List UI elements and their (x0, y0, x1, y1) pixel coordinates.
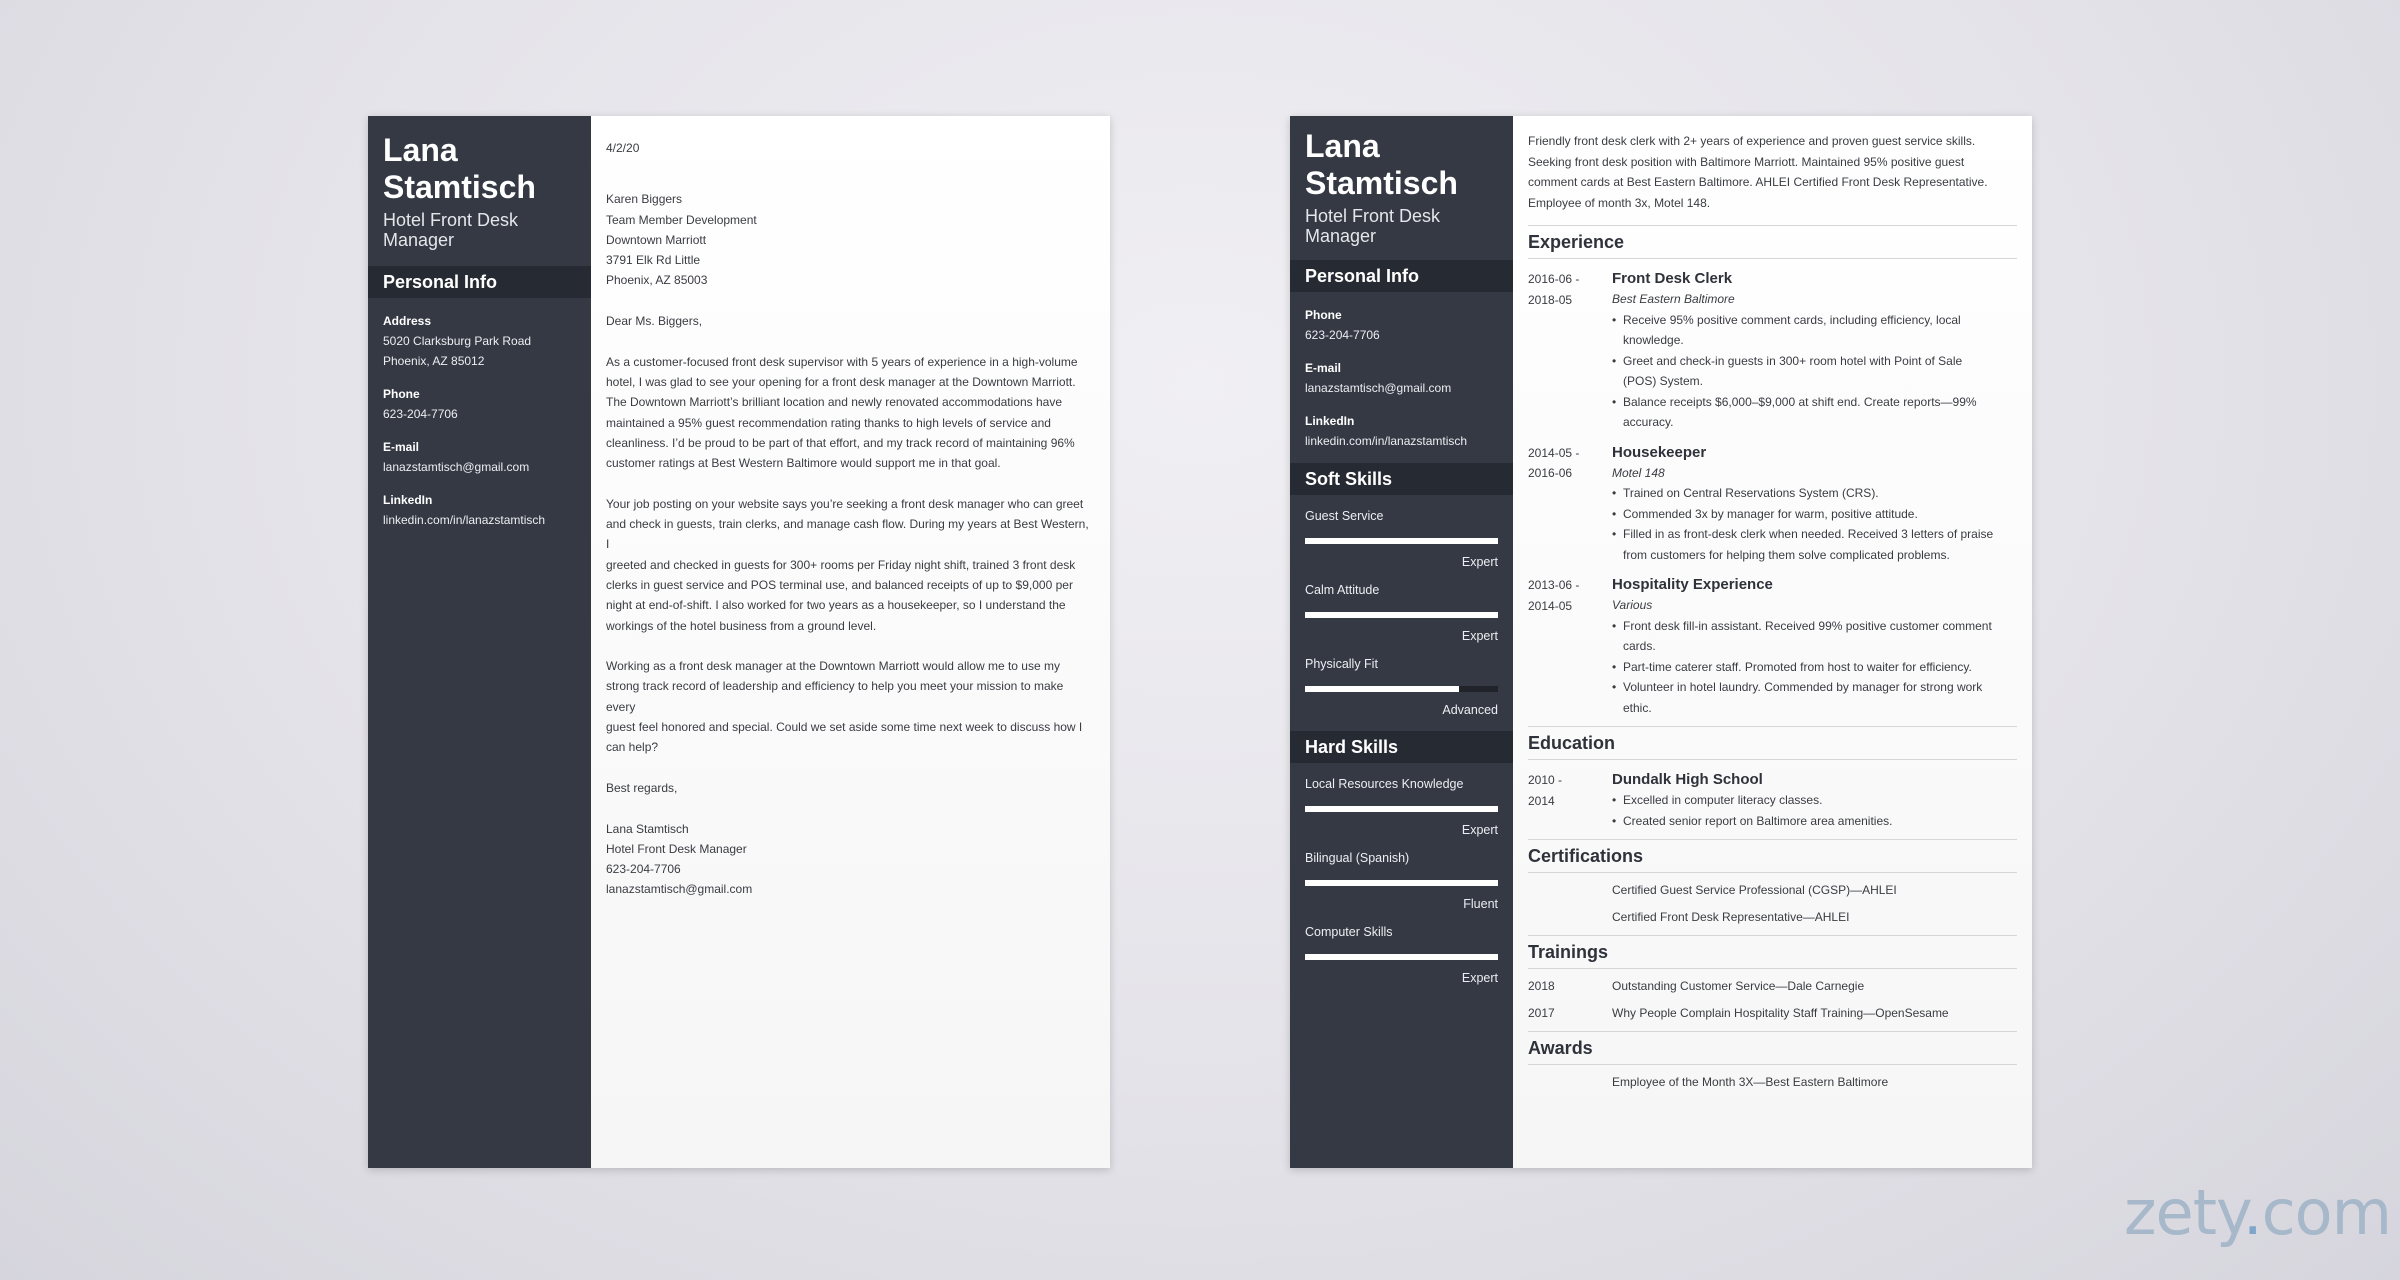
skill-level: Expert (1461, 971, 1498, 985)
phone-value: 623-204-7706 (383, 407, 458, 421)
recipient-line: Phoenix, AZ 85003 (606, 273, 708, 288)
recipient-line: Karen Biggers (606, 192, 683, 207)
linkedin-value: linkedin.com/in/lanazstamtisch (383, 513, 546, 527)
email-label: E-mail (383, 440, 420, 454)
linkedin-label: LinkedIn (383, 493, 433, 507)
bullet-line: • Excelled in computer literacy classes. (1623, 793, 1823, 807)
text-line: hotel, I was glad to see your opening for a front desk manager at the Downtown Marriott. (606, 374, 1076, 389)
paragraph-3 (606, 656, 1095, 757)
skill-item (1290, 763, 1513, 837)
name-line-1: Lana (383, 132, 458, 168)
skill-level: Fluent (1463, 897, 1498, 911)
text-line: guest feel honored and special. Could we set aside some time next week to discuss how I (606, 720, 1083, 735)
text-line: cleanliness. I’d be proud to be part of that effort, and my track record of maintaining 96% (606, 435, 1075, 450)
row-spacer (1528, 1072, 1612, 1093)
employer: Best Eastern Baltimore (1612, 292, 1735, 306)
awards-heading: Awards (1528, 1031, 2017, 1065)
applicant-name (368, 116, 591, 206)
experience-entry (1528, 443, 2017, 566)
bullet-item (1612, 677, 2017, 718)
date-end: 2014 (1528, 793, 1555, 808)
skill-bar-fill (1305, 686, 1459, 692)
row-spacer (1528, 880, 1612, 901)
summary-line: Employee of month 3x, Motel 148. (1528, 195, 1711, 210)
skill-bar (1305, 686, 1498, 692)
entry-dates (1528, 269, 1612, 433)
training-item (1528, 1003, 2017, 1024)
phone-label: Phone (1305, 308, 1342, 322)
entry-dates (1528, 770, 1612, 831)
skill-bar-fill (1305, 954, 1498, 960)
skill-item (1290, 495, 1513, 569)
job-title: Front Desk Clerk (1612, 270, 1733, 287)
email-label: E-mail (1305, 361, 1342, 375)
job-title: Housekeeper (1612, 443, 1707, 461)
email-value: lanazstamtisch@gmail.com (383, 460, 530, 474)
date-start: 2013-06 - (1528, 578, 1580, 592)
address-label: Address (383, 314, 432, 328)
bullet-item (1612, 790, 2017, 811)
bullet-item (1612, 811, 2017, 832)
bullet-line: • Commended 3x by manager for warm, positive attitude. (1623, 506, 1918, 521)
skill-level: Advanced (1442, 703, 1498, 717)
entry-body (1612, 269, 2017, 433)
training-item (1528, 976, 2017, 997)
bullet-line: knowledge. (1623, 333, 1684, 347)
bullet-list (1612, 310, 2017, 433)
bullet-line: • Greet and check-in guests in 300+ room hotel with Point of Sale (1623, 353, 1963, 368)
role-line-1: Hotel Front Desk (383, 210, 519, 230)
date-end: 2018-05 (1528, 292, 1573, 307)
certification-item (1528, 880, 2017, 901)
phone-value: 623-204-7706 (1305, 328, 1380, 342)
skill-bar-fill (1305, 880, 1498, 886)
applicant-role (1290, 202, 1513, 246)
experience-entry (1528, 269, 2017, 433)
cover-letter-sidebar (368, 116, 591, 1168)
linkedin-label: LinkedIn (1305, 414, 1355, 428)
bullet-list (1612, 483, 2017, 565)
bullet-item (1612, 504, 2017, 525)
name-line-2: Stamtisch (383, 169, 536, 205)
education-entry (1528, 770, 2017, 831)
recipient-line: Team Member Development (606, 212, 757, 227)
text-line: can help? (606, 740, 659, 755)
bullet-line: • Volunteer in hotel laundry. Commended by manager for strong work (1623, 680, 1983, 694)
bullet-line: from customers for helping them solve complicated problems. (1623, 547, 1950, 562)
signature-line: Hotel Front Desk Manager (606, 841, 747, 856)
applicant-role (368, 206, 591, 250)
date-start: 2010 - (1528, 773, 1563, 787)
training-text: Why People Complain Hospitality Staff Training—OpenSesame (1612, 1005, 1949, 1020)
text-line: night at end-of-shift. I also worked for two years as a housekeeper, so I understand the (606, 598, 1066, 613)
address-line-2: Phoenix, AZ 85012 (383, 354, 485, 368)
soft-skills-heading: Soft Skills (1290, 463, 1513, 495)
bullet-list (1612, 790, 2017, 831)
employer: Various (1612, 598, 1653, 612)
training-year: 2018 (1528, 979, 1555, 993)
professional-summary (1528, 131, 2017, 213)
award-text: Employee of the Month 3X—Best Eastern Baltimore (1612, 1075, 1889, 1089)
skill-bar (1305, 612, 1498, 618)
bullet-item (1612, 616, 2017, 657)
bullet-line: • Balance receipts $6,000–$9,000 at shift end. Create reports—99% (1623, 394, 1977, 409)
bullet-item (1612, 657, 2017, 678)
signature-block (606, 819, 1095, 900)
skill-bar (1305, 806, 1498, 812)
text-line: Working as a front desk manager at the Downtown Marriott would allow me to use my (606, 659, 1060, 674)
bullet-item (1612, 483, 2017, 504)
signature-line: lanazstamtisch@gmail.com (606, 882, 753, 897)
summary-line: Friendly front desk clerk with 2+ years of experience and proven guest service skills. (1528, 134, 1976, 148)
bullet-item (1612, 351, 2017, 392)
text-line: and check in guests, train clerks, and manage cash flow. During my years at Best Western, I (606, 517, 1089, 552)
personal-info-heading: Personal Info (1290, 260, 1513, 292)
role-line-2: Manager (1305, 226, 1377, 246)
bullet-line: cards. (1623, 639, 1656, 653)
date-start: 2014-05 - (1528, 445, 1580, 460)
skill-name: Calm Attitude (1305, 583, 1380, 597)
logo-tld: com (2261, 1176, 2391, 1249)
text-line: The Downtown Marriott’s brilliant location and newly renovated accommodations have (606, 395, 1063, 410)
address-value (368, 328, 591, 371)
bullet-line: • Part-time caterer staff. Promoted from host to waiter for efficiency. (1623, 659, 1972, 674)
date-start: 2016-06 - (1528, 272, 1580, 286)
recipient-block (606, 189, 1095, 290)
skill-level: Expert (1461, 629, 1498, 643)
skill-name: Computer Skills (1305, 925, 1393, 939)
text-line: clerks in guest service and POS terminal use, and balanced receipts of up to $9,000 per (606, 577, 1073, 592)
text-line: workings of the hotel business from a ground level. (606, 618, 877, 633)
certification-text: Certified Front Desk Representative—AHLEI (1612, 909, 1850, 924)
bullet-item (1612, 310, 2017, 351)
skill-bar-fill (1305, 806, 1498, 812)
skill-level: Expert (1461, 555, 1498, 569)
training-year: 2017 (1528, 1005, 1555, 1020)
bullet-line: ethic. (1623, 700, 1652, 715)
text-line: strong track record of leadership and efficiency to help you meet your mission to make every (606, 679, 1064, 714)
bullet-line: • Receive 95% positive comment cards, including efficiency, local (1623, 312, 1961, 327)
skill-level: Expert (1461, 823, 1498, 837)
trainings-heading: Trainings (1528, 935, 2017, 969)
recipient-line: 3791 Elk Rd Little (606, 253, 701, 268)
entry-body (1612, 770, 2017, 831)
entry-body (1612, 443, 2017, 566)
date-end: 2014-05 (1528, 598, 1573, 613)
skill-item (1290, 643, 1513, 717)
signature-line: 623-204-7706 (606, 862, 681, 877)
award-item (1528, 1072, 2017, 1093)
education-heading: Education (1528, 726, 2017, 760)
email-value: lanazstamtisch@gmail.com (1305, 381, 1452, 395)
summary-line: Seeking front desk position with Baltimore Marriott. Maintained 95% positive guest (1528, 154, 1965, 169)
address-line-1: 5020 Clarksburg Park Road (383, 334, 532, 348)
text-line: maintained a 95% guest recommendation rating thanks to high levels of service and (606, 415, 1051, 430)
paragraph-1 (606, 352, 1095, 474)
date-end: 2016-06 (1528, 466, 1573, 480)
hard-skills-heading: Hard Skills (1290, 731, 1513, 763)
resume-sidebar (1290, 116, 1513, 1168)
role-line-1: Hotel Front Desk (1305, 206, 1441, 226)
text-line: customer ratings at Best Western Baltimore would support me in that goal. (606, 456, 1001, 471)
certifications-heading: Certifications (1528, 839, 2017, 873)
resume-document (1290, 116, 2032, 1168)
row-spacer (1528, 907, 1612, 928)
closing: Best regards, (606, 780, 678, 795)
text-line: greeted and checked in guests for 300+ rooms per Friday night shift, trained 3 front desk (606, 557, 1076, 572)
skill-bar-fill (1305, 612, 1498, 618)
cover-letter-document (368, 116, 1110, 1168)
skill-item (1290, 837, 1513, 911)
certification-text: Certified Guest Service Professional (CGSP)—AHLEI (1612, 883, 1897, 897)
bullet-line: (POS) System. (1623, 374, 1704, 388)
salutation: Dear Ms. Biggers, (606, 314, 703, 329)
entry-dates (1528, 575, 1612, 718)
experience-heading: Experience (1528, 225, 2017, 259)
skill-name: Local Resources Knowledge (1305, 777, 1464, 791)
bullet-list (1612, 616, 2017, 719)
linkedin-value: linkedin.com/in/lanazstamtisch (1305, 434, 1468, 448)
name-line-1: Lana (1305, 128, 1380, 164)
recipient-line: Downtown Marriott (606, 232, 707, 247)
zety-logo (2124, 1176, 2391, 1249)
entry-body (1612, 575, 2017, 718)
skill-name: Physically Fit (1305, 657, 1378, 671)
training-text: Outstanding Customer Service—Dale Carnegie (1612, 979, 1865, 993)
school-name: Dundalk High School (1612, 771, 1763, 788)
cover-letter-body (591, 116, 1110, 1168)
bullet-item (1612, 524, 2017, 565)
skill-bar (1305, 954, 1498, 960)
text-line: Your job posting on your website says you’re seeking a front desk manager who can greet (606, 496, 1084, 511)
logo-name: zety (2124, 1176, 2243, 1249)
skill-item (1290, 569, 1513, 643)
summary-line: comment cards at Best Eastern Baltimore. AHLEI Certified Front Desk Representative. (1528, 175, 1988, 189)
applicant-name (1290, 116, 1513, 202)
job-title: Hospitality Experience (1612, 576, 1773, 593)
phone-label: Phone (383, 387, 420, 401)
skill-name: Bilingual (Spanish) (1305, 851, 1410, 865)
name-line-2: Stamtisch (1305, 165, 1458, 201)
certification-item (1528, 907, 2017, 928)
experience-entry (1528, 575, 2017, 718)
text-line: As a customer-focused front desk supervisor with 5 years of experience in a high-volume (606, 354, 1078, 369)
skill-item (1290, 911, 1513, 985)
bullet-line: • Trained on Central Reservations System (CRS). (1623, 486, 1879, 500)
bullet-line: • Created senior report on Baltimore area amenities. (1623, 813, 1893, 828)
skill-bar (1305, 538, 1498, 544)
bullet-item (1612, 392, 2017, 433)
logo-dot: . (2242, 1176, 2262, 1249)
paragraph-2 (606, 494, 1095, 636)
bullet-line: • Filled in as front-desk clerk when needed. Received 3 letters of praise (1623, 527, 1994, 541)
signature-line: Lana Stamtisch (606, 821, 689, 836)
skill-name: Guest Service (1305, 509, 1384, 523)
letter-date: 4/2/20 (606, 141, 640, 155)
resume-body (1513, 116, 2032, 1168)
bullet-line: accuracy. (1623, 415, 1674, 429)
role-line-2: Manager (383, 230, 455, 250)
personal-info-heading: Personal Info (368, 266, 591, 298)
skill-bar-fill (1305, 538, 1498, 544)
employer: Motel 148 (1612, 465, 1665, 480)
entry-dates (1528, 443, 1612, 566)
bullet-line: • Front desk fill-in assistant. Received 99% positive customer comment (1623, 618, 1992, 633)
skill-bar (1305, 880, 1498, 886)
